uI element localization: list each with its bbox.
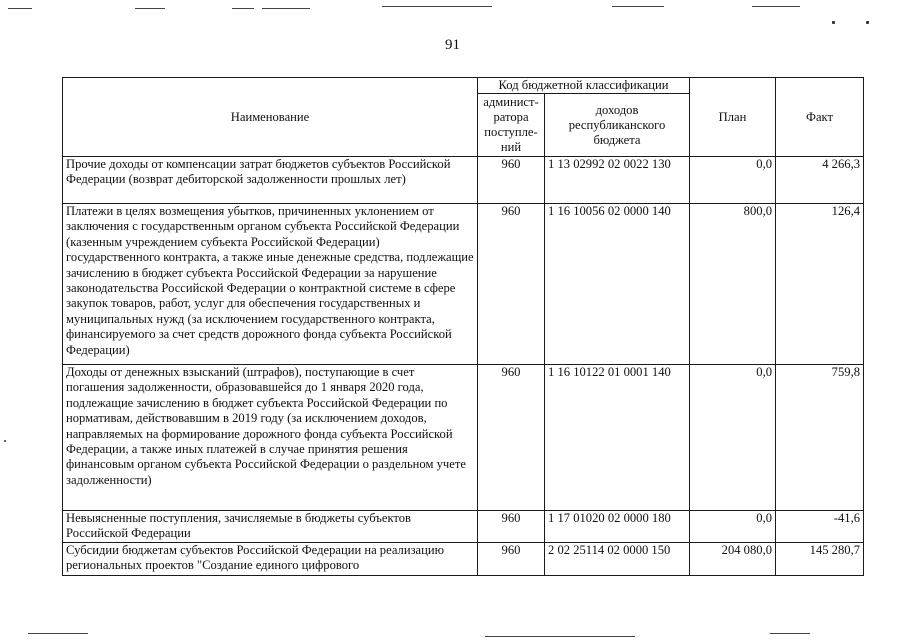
scan-artifact-line — [135, 8, 165, 9]
table-body — [63, 157, 864, 576]
header-plan: План — [690, 78, 776, 157]
header-income: доходов республиканского бюджета — [545, 94, 690, 157]
header-fact: Факт — [776, 78, 864, 157]
row-admin-code-cell: 960 — [478, 157, 545, 204]
scan-artifact-line — [770, 633, 810, 634]
row-name-cell: Платежи в целях возмещения убытков, причиненных уклонением от заключения с государственным органом субъекта Российской Федерации (казенным учреждением субъекта Российской Федерации) государственного контракта, а также иные денежные средства, подлежащие зачислению в бюджет субъекта Российской Федерации за нарушение законодательства Российской Федерации о контрактной системе в сфере закупок товаров, работ, услуг для обеспечения государственных и муниципальных нужд (за исключением государственного контракта, финансируемого за счет средств дорожного фонда субъекта Российской Федерации) — [63, 204, 478, 365]
scan-artifact-line — [28, 633, 88, 634]
scan-artifact-line — [752, 6, 800, 7]
row-plan-cell: 800,0 — [690, 204, 776, 365]
scan-artifact-line — [262, 8, 310, 9]
row-plan-cell: 0,0 — [690, 511, 776, 543]
row-name-cell: Прочие доходы от компенсации затрат бюджетов субъектов Российской Федерации (возврат дебиторской задолженности прошлых лет) — [63, 157, 478, 204]
scan-artifact-line — [612, 6, 664, 7]
table-row — [63, 542, 864, 575]
row-income-code-cell: 1 17 01020 02 0000 180 — [545, 511, 690, 543]
row-admin-code-cell: 960 — [478, 511, 545, 543]
scan-artifact-dot — [832, 21, 835, 24]
row-fact-cell: 759,8 — [776, 365, 864, 511]
row-fact-cell: 4 266,3 — [776, 157, 864, 204]
row-plan-cell: 0,0 — [690, 157, 776, 204]
header-kbk-group: Код бюджетной классификации — [478, 78, 690, 94]
row-income-code-cell: 1 16 10056 02 0000 140 — [545, 204, 690, 365]
scan-artifact-line — [485, 636, 635, 637]
row-fact-cell: -41,6 — [776, 511, 864, 543]
table-row — [63, 157, 864, 204]
budget-revenue-table — [62, 77, 864, 576]
page-number: 91 — [445, 37, 460, 53]
scan-artifact-line — [382, 6, 492, 7]
row-income-code-cell: 2 02 25114 02 0000 150 — [545, 542, 690, 575]
row-admin-code-cell: 960 — [478, 204, 545, 365]
row-name-cell: Субсидии бюджетам субъектов Российской Федерации на реализацию региональных проектов "Создание единого цифрового — [63, 542, 478, 575]
row-fact-cell: 126,4 — [776, 204, 864, 365]
scan-artifact-line — [8, 8, 32, 9]
table-row — [63, 365, 864, 511]
row-income-code-cell: 1 16 10122 01 0001 140 — [545, 365, 690, 511]
row-income-code-cell: 1 13 02992 02 0022 130 — [545, 157, 690, 204]
header-name: Наименование — [63, 78, 478, 157]
row-admin-code-cell: 960 — [478, 365, 545, 511]
table-row — [63, 204, 864, 365]
row-plan-cell: 204 080,0 — [690, 542, 776, 575]
row-admin-code-cell: 960 — [478, 542, 545, 575]
row-name-cell: Невыясненные поступления, зачисляемые в бюджеты субъектов Российской Федерации — [63, 511, 478, 543]
row-name-cell: Доходы от денежных взысканий (штрафов), поступающие в счет погашения задолженности, образовавшейся до 1 января 2020 года, подлежащие зачислению в бюджет субъекта Российской Федерации по нормативам, действовавшим в 2019 году (за исключением доходов, направляемых на формирование дорожного фонда субъекта Российской Федерации, а также иных платежей в случае принятия решения финансовым органом субъекта Российской Федерации о раздельном учете задолженности) — [63, 365, 478, 511]
scan-artifact-dot — [866, 21, 869, 24]
table-row — [63, 511, 864, 543]
scan-artifact-line — [232, 8, 254, 9]
scan-artifact-dot — [4, 440, 6, 442]
row-plan-cell: 0,0 — [690, 365, 776, 511]
header-admin: админист-ратора поступле-ний — [478, 94, 545, 157]
row-fact-cell: 145 280,7 — [776, 542, 864, 575]
